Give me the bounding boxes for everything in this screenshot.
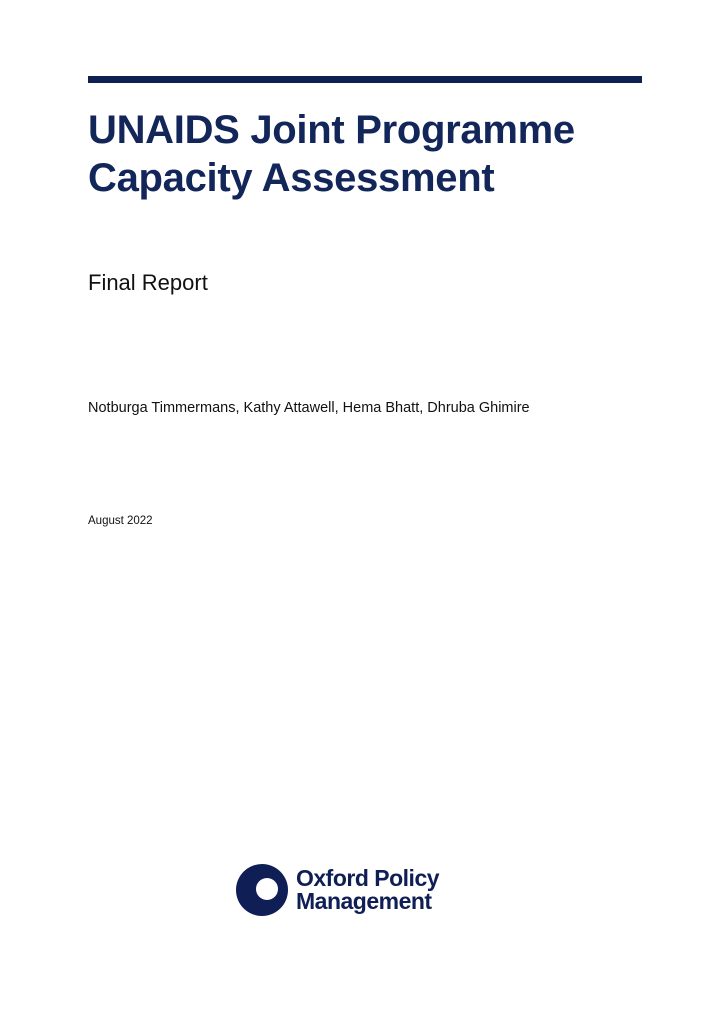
authors: Notburga Timmermans, Kathy Attawell, Hema Bhatt, Dhruba Ghimire <box>88 400 530 416</box>
title-line-2: Capacity Assessment <box>88 156 495 200</box>
document-title <box>88 106 575 202</box>
opm-logo <box>236 864 439 916</box>
logo-line-2: Management <box>296 888 432 914</box>
opm-logo-text <box>296 867 439 913</box>
title-line-1: UNAIDS Joint Programme <box>88 108 575 152</box>
logo-line-1: Oxford Policy <box>296 865 440 891</box>
header-rule <box>88 76 642 83</box>
document-subtitle: Final Report <box>88 270 208 295</box>
publication-date: August 2022 <box>88 515 153 527</box>
opm-logo-circle-icon <box>236 864 288 916</box>
